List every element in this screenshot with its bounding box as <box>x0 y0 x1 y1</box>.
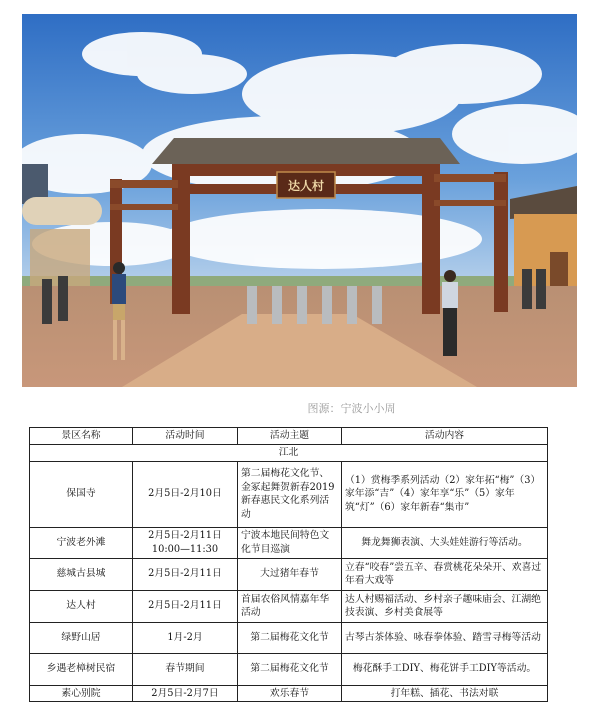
region-label: 江北 <box>30 445 548 462</box>
event-schedule-table <box>29 427 548 702</box>
header-cell: 活动时间 <box>133 428 238 445</box>
header-cell: 活动主题 <box>238 428 342 445</box>
event-content: 打年糕、插花、书法对联 <box>342 685 548 702</box>
spot-name: 达人村 <box>30 590 133 622</box>
event-time: 2月5日-2月7日 <box>133 685 238 702</box>
event-theme: 宁波本地民间特色文化节目巡演 <box>238 527 342 558</box>
event-theme: 第二届梅花文化节、金冢起舞贺新春2019新春惠民文化系列活动 <box>238 461 342 527</box>
event-time: 2月5日-2月11日 <box>133 558 238 590</box>
event-time: 1月-2月 <box>133 622 238 653</box>
event-content: （1）赏梅季系列活动（2）家年拓“梅”（3）家年添“吉”（4）家年享“乐”（5）家年筑“灯”（6）家年新春“集市” <box>342 461 548 527</box>
event-theme: 首届农俗风情嘉年华活动 <box>238 590 342 622</box>
scenic-photo <box>22 14 577 387</box>
event-content: 舞龙舞狮表演、大头娃娃游行等活动。 <box>342 527 548 558</box>
spot-name: 慈城古县城 <box>30 558 133 590</box>
image-source-caption <box>0 400 603 416</box>
event-time: 2月5日-2月11日 <box>133 590 238 622</box>
spot-name: 乡遇老樟树民宿 <box>30 653 133 685</box>
event-theme: 大过猪年春节 <box>238 558 342 590</box>
event-theme: 欢乐春节 <box>238 685 342 702</box>
event-time: 2月5日-2月11日10:00—11:30 <box>133 527 238 558</box>
table-row <box>30 461 548 527</box>
caption-text: 图源：宁波小小周 <box>307 402 396 415</box>
spot-name: 素心别院 <box>30 685 133 702</box>
left-pavilion <box>22 197 102 289</box>
table-row <box>30 590 548 622</box>
gate-sign: 达人村 <box>287 179 325 193</box>
table-row <box>30 685 548 702</box>
spot-name: 宁波老外滩 <box>30 527 133 558</box>
table-header-row <box>30 428 548 445</box>
event-theme: 第二届梅花文化节 <box>238 622 342 653</box>
event-time: 2月5日-2月10日 <box>133 461 238 527</box>
spot-name: 绿野山居 <box>30 622 133 653</box>
gate-photo-illustration <box>22 14 577 387</box>
region-row <box>30 445 548 462</box>
event-content: 古琴古茶体验、咏春拳体验、踏雪寻梅等活动 <box>342 622 548 653</box>
spot-name: 保国寺 <box>30 461 133 527</box>
header-cell: 景区名称 <box>30 428 133 445</box>
event-content: 梅花酥手工DIY、梅花饼手工DIY等活动。 <box>342 653 548 685</box>
table-row <box>30 527 548 558</box>
event-content: 达人村赐福活动、乡村亲子趣味庙会、江湖绝技表演、乡村美食展等 <box>342 590 548 622</box>
table-row <box>30 558 548 590</box>
event-content: 立春“咬春”尝五辛、春赏桃花朵朵开、欢喜过年看大戏等 <box>342 558 548 590</box>
event-theme: 第二届梅花文化节 <box>238 653 342 685</box>
table-row <box>30 622 548 653</box>
header-cell: 活动内容 <box>342 428 548 445</box>
event-time: 春节期间 <box>133 653 238 685</box>
table-row <box>30 653 548 685</box>
